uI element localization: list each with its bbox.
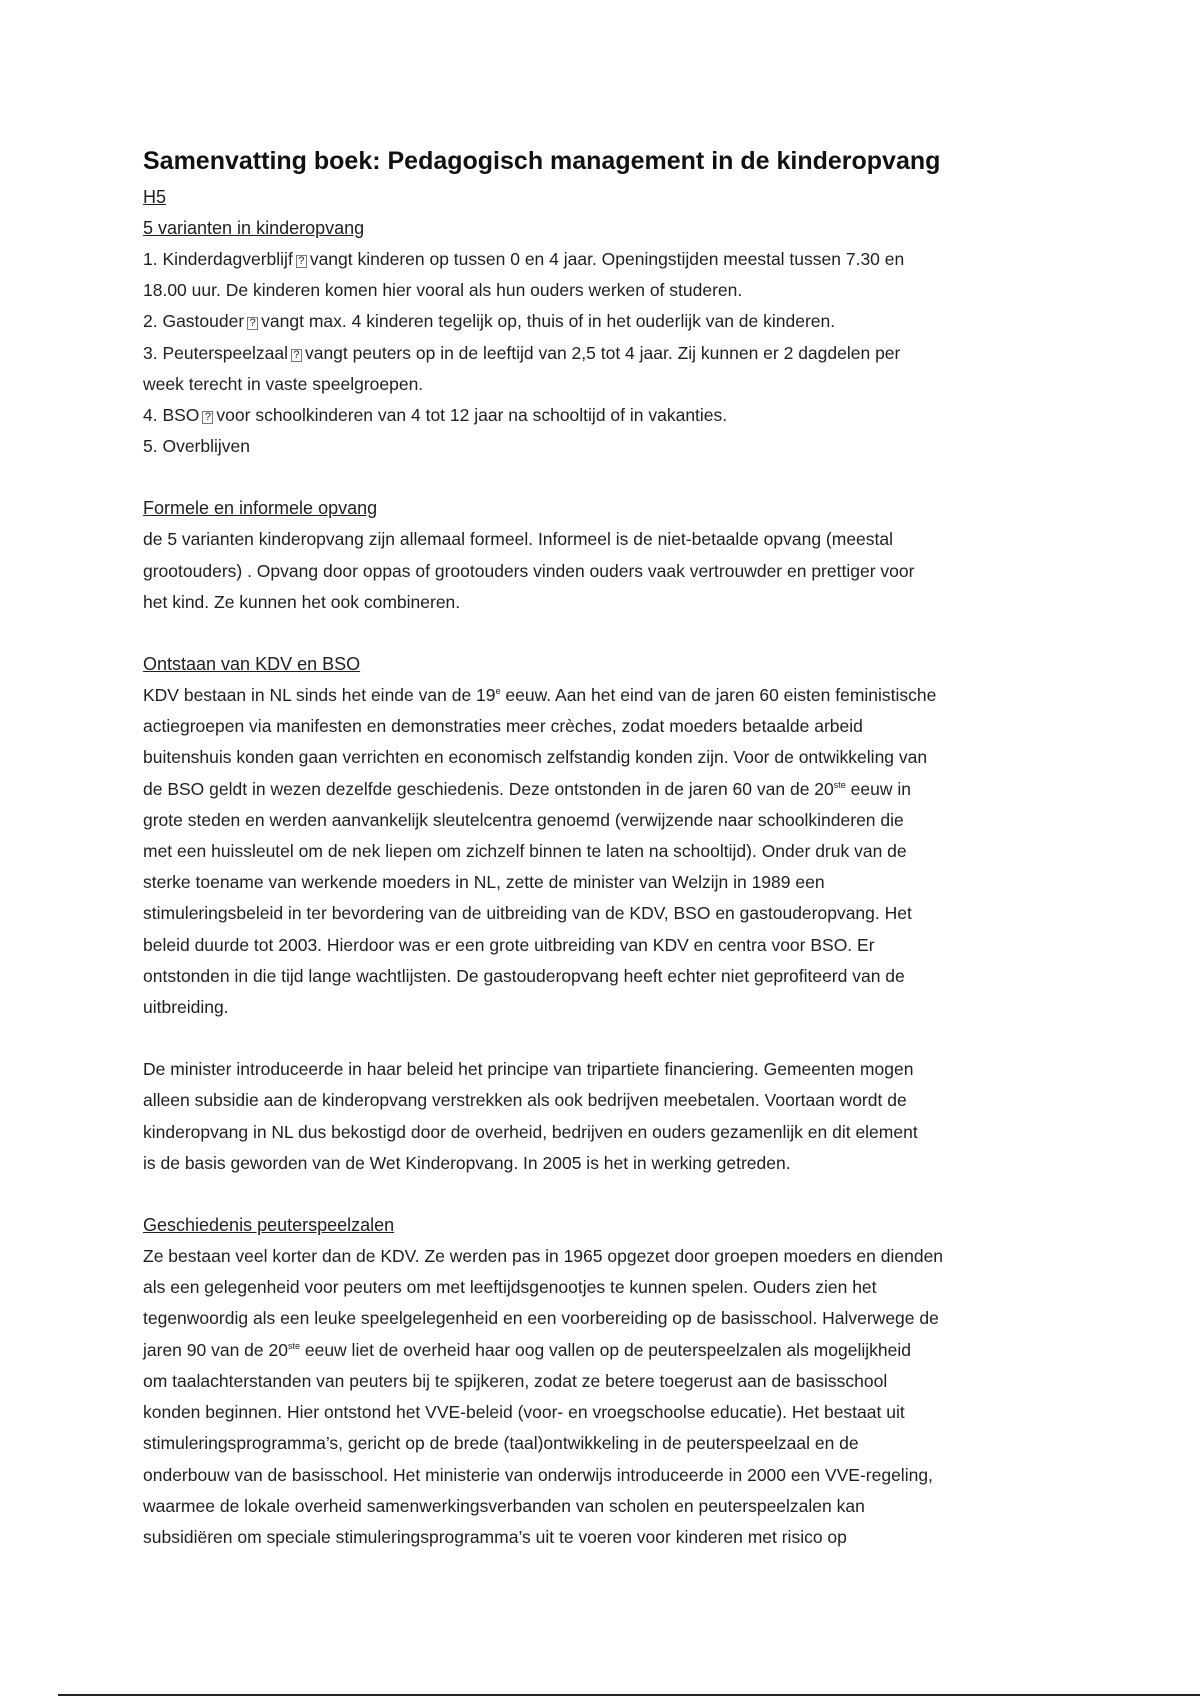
list-item: 2. Gastouder ? vangt max. 4 kinderen tegelijk op, thuis of in het ouderlijk van de kinderen. <box>143 311 836 332</box>
arrow-icon: ? <box>247 317 258 330</box>
paragraph-line: beleid duurde tot 2003. Hierdoor was er een grote uitbreiding van KDV en centra voor BSO. Er <box>143 934 875 955</box>
paragraph-line: KDV bestaan in NL sinds het einde van de 19e eeuw. Aan het eind van de jaren 60 eisten feministische <box>143 685 937 706</box>
paragraph-line: buitenshuis konden gaan verrichten en economisch zelfstandig konden zijn. Voor de ontwikkeling van <box>143 747 928 768</box>
paragraph-line: actiegroepen via manifesten en demonstraties meer crèches, zodat moeders betaalde arbeid <box>143 716 863 737</box>
paragraph-line: uitbreiding. <box>143 997 229 1018</box>
document-title: Samenvatting boek: Pedagogisch management in de kinderopvang <box>143 147 941 175</box>
list-item: 4. BSO ? voor schoolkinderen van 4 tot 12 jaar na schooltijd of in vakanties. <box>143 405 728 426</box>
paragraph-line: om taalachterstanden van peuters bij te spijkeren, zodat ze betere toegerust aan de basisschool <box>143 1370 888 1391</box>
arrow-icon: ? <box>291 349 302 362</box>
list-item: 1. Kinderdagverblijf ? vangt kinderen op tussen 0 en 4 jaar. Openingstijden meestal tussen 7.30 en <box>143 249 905 269</box>
paragraph-line: jaren 90 van de 20ste eeuw liet de overheid haar oog vallen op de peuterspeelzalen als mogelijkheid <box>143 1339 911 1360</box>
paragraph-line: de BSO geldt in wezen dezelfde geschiedenis. Deze ontstonden in de jaren 60 van de 20ste eeuw in <box>143 778 911 799</box>
paragraph-line: alleen subsidie aan de kinderopvang verstrekken als ook bedrijven meebetalen. Voortaan wordt de <box>143 1090 907 1111</box>
list-item: 3. Peuterspeelzaal ? vangt peuters op in de leeftijd van 2,5 tot 4 jaar. Zij kunnen er 2 dagdelen per <box>143 342 901 363</box>
paragraph-line: De minister introduceerde in haar beleid het principe van tripartiete financiering. Gemeenten mogen <box>143 1059 914 1080</box>
chapter-heading: H5 <box>143 187 167 207</box>
section-formeel <box>143 493 1063 618</box>
paragraph-line: is de basis geworden van de Wet Kinderopvang. In 2005 is het in werking getreden. <box>143 1152 791 1173</box>
section-heading: Geschiedenis peuterspeelzalen <box>143 1215 395 1236</box>
arrow-icon: ? <box>202 411 213 424</box>
paragraph-line: de 5 varianten kinderopvang zijn allemaal formeel. Informeel is de niet-betaalde opvang (meestal <box>143 529 894 550</box>
section-ontstaan <box>143 649 1063 1179</box>
section-geschiedenis <box>143 1210 1063 1553</box>
paragraph-line: met een huissleutel om de nek liepen om zichzelf binnen te laten na schooltijd). Onder druk van de <box>143 841 907 862</box>
paragraph-line: Ze bestaan veel korter dan de KDV. Ze werden pas in 1965 opgezet door groepen moeders en dienden <box>143 1246 944 1267</box>
paragraph-line: tegenwoordig als een leuke speelgelegenheid en een voorbereiding op de basisschool. Halverwege de <box>143 1308 939 1329</box>
list-item: 5. Overblijven <box>143 436 250 457</box>
document-page <box>143 146 1063 1553</box>
page-bottom-divider <box>58 1694 1200 1696</box>
list-item-continuation: 18.00 uur. De kinderen komen hier vooral als hun ouders werken of studeren. <box>143 280 743 301</box>
paragraph-line: grote steden en werden aanvankelijk sleutelcentra genoemd (verwijzende naar schoolkinderen die <box>143 809 904 830</box>
section-heading: 5 varianten in kinderopvang <box>143 218 365 238</box>
paragraph-line: subsidiëren om speciale stimuleringsprogramma’s uit te voeren voor kinderen met risico op <box>143 1526 847 1547</box>
arrow-icon: ? <box>296 255 307 268</box>
paragraph-line: konden beginnen. Hier ontstond het VVE-beleid (voor- en vroegschoolse educatie). Het bestaat uit <box>143 1402 905 1423</box>
section-heading: Formele en informele opvang <box>143 498 378 519</box>
paragraph-line: grootouders) . Opvang door oppas of grootouders vinden ouders vaak vertrouwder en prettiger voor <box>143 560 915 581</box>
section-varianten <box>143 213 1063 462</box>
paragraph-line: als een gelegenheid voor peuters om met leeftijdsgenootjes te kunnen spelen. Ouders zien het <box>143 1277 877 1298</box>
paragraph-line: kinderopvang in NL dus bekostigd door de overheid, bedrijven en ouders gezamenlijk en dit element <box>143 1121 918 1142</box>
section-heading: Ontstaan van KDV en BSO <box>143 654 361 675</box>
paragraph-line: onderbouw van de basisschool. Het ministerie van onderwijs introduceerde in 2000 een VVE-regeling, <box>143 1464 933 1485</box>
paragraph-line: sterke toename van werkende moeders in NL, zette de minister van Welzijn in 1989 een <box>143 872 825 893</box>
paragraph-line: het kind. Ze kunnen het ook combineren. <box>143 591 461 612</box>
paragraph-line: waarmee de lokale overheid samenwerkingsverbanden van scholen en peuterspeelzalen kan <box>143 1495 865 1516</box>
paragraph-line: stimuleringsprogramma’s, gericht op de brede (taal)ontwikkeling in de peuterspeelzaal en de <box>143 1433 859 1454</box>
paragraph-line: ontstonden in die tijd lange wachtlijsten. De gastouderopvang heeft echter niet geprofiteerd van de <box>143 965 905 986</box>
paragraph-line: stimuleringsbeleid in ter bevordering van de uitbreiding van de KDV, BSO en gastouderopvang. Het <box>143 903 912 924</box>
list-item-continuation: week terecht in vaste speelgroepen. <box>143 373 424 394</box>
